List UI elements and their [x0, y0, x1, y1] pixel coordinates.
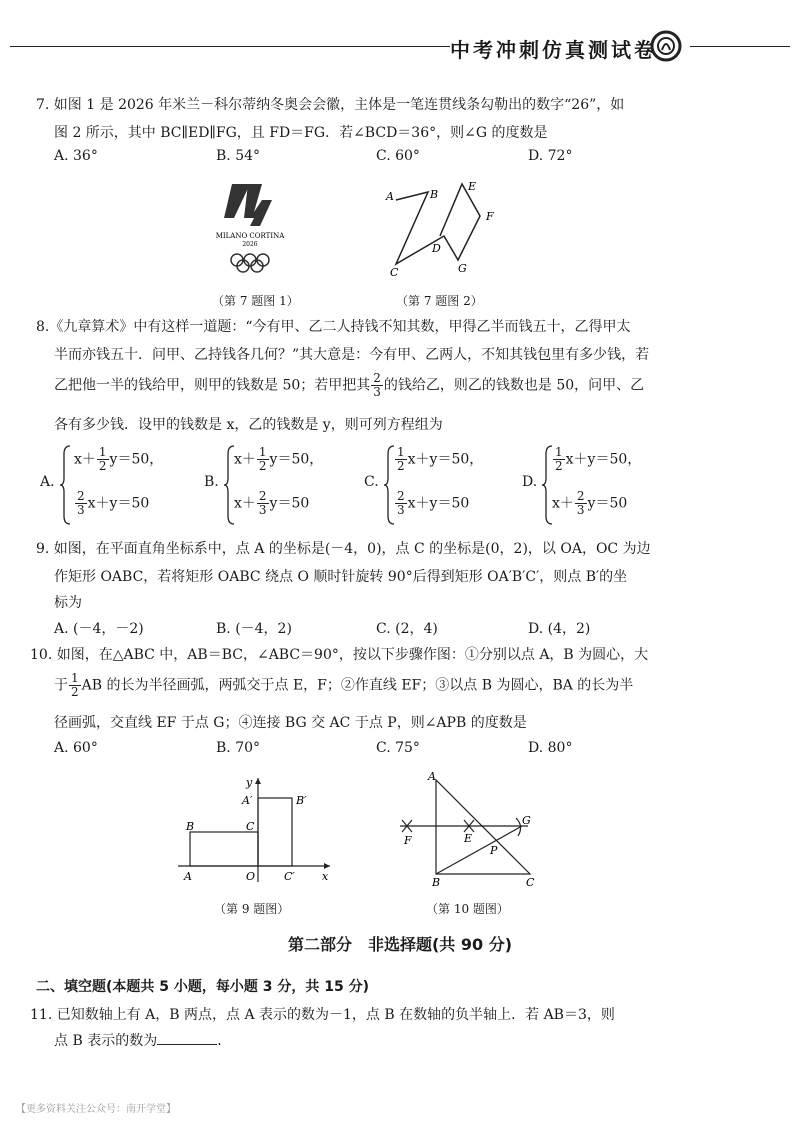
q7-fig2-label-c: C — [390, 266, 399, 279]
q10-option-b: B. 70° — [216, 740, 261, 756]
section-title: 第二部分 非选择题(共 90 分) — [287, 935, 513, 954]
q8-option-d — [522, 444, 692, 526]
q10-label-f: F — [404, 834, 412, 847]
q8-c-r1-num: 1 — [397, 445, 405, 459]
q8-line3-part2: 的钱给乙，则乙的钱数也是 50，问甲、乙 — [383, 377, 645, 394]
header-rule-left — [10, 46, 450, 47]
q9-label-c-prime: C′ — [284, 870, 295, 883]
q11-stem-line2 — [54, 1030, 231, 1050]
q10-line2-part2: AB 的长为半径画弧，两弧交于点 E，F；②作直线 EF；③以点 B 为圆心，BA 的长为半 — [81, 677, 634, 694]
q9-option-b: B. (－4，2) — [216, 621, 292, 637]
q7-option-d: D. 72° — [528, 148, 573, 164]
q9-label-a-prime: A′ — [242, 794, 253, 807]
q10-stem-line1: 10. 如图，在△ABC 中，AB＝BC，∠ABC＝90°，按以下步骤作图：①分别以点 A，B 为圆心，大 — [30, 647, 649, 663]
q10-frac-den: 2 — [71, 685, 79, 699]
q8-c-r2-num: 2 — [397, 489, 405, 503]
q7-fig2-label-f: F — [486, 210, 494, 223]
q9-stem-line1: 9. 如图，在平面直角坐标系中，点 A 的坐标是(－4，0)，点 C 的坐标是(0，2)，以 OA，OC 为边 — [36, 541, 651, 557]
q8-d-r1-den: 2 — [555, 459, 563, 473]
q8-b-r2-num: 2 — [258, 489, 267, 503]
q10-label-g: G — [522, 814, 531, 827]
q8-d-r2-den: 3 — [576, 503, 585, 517]
q10-label-b: B — [432, 876, 441, 889]
q8-a-r2-post: x＋y＝50 — [87, 495, 150, 512]
q10-stem-line2 — [54, 672, 633, 699]
q10-fig-caption: （第 10 题图） — [426, 902, 509, 916]
q10-label-a: A — [428, 770, 436, 783]
q8-stem-line4: 各有多少钱．设甲的钱数是 x，乙的钱数是 y，则可列方程组为 — [54, 417, 443, 433]
q8-c-r1-post: x＋y＝50， — [407, 451, 484, 468]
q10-label-e: E — [464, 832, 473, 845]
q8-option-b-label: B. — [204, 474, 219, 490]
q10-option-c: C. 75° — [376, 740, 420, 756]
q8-stem-line3 — [54, 372, 644, 399]
q8-b-r1-post: y＝50， — [269, 451, 324, 468]
q11-line2-part1: 点 B 表示的数为 — [54, 1033, 158, 1049]
q8-option-d-label: D. — [522, 474, 538, 490]
q9-label-y: y — [246, 776, 253, 789]
q8-option-a — [40, 444, 210, 526]
q9-option-d: D. (4，2) — [528, 621, 591, 637]
q8-c-r2-den: 3 — [397, 503, 405, 517]
q9-option-c: C. (2，4) — [376, 621, 438, 637]
header-rule-right — [690, 46, 790, 47]
q9-label-b-prime: B′ — [296, 794, 307, 807]
q8-line3-part1: 乙把他一半的钱给甲，则甲的钱数是 50；若甲把其 — [54, 377, 371, 394]
q8-a-r2-num: 2 — [77, 489, 85, 503]
q7-fig2-label-g: G — [458, 262, 467, 275]
q8-d-r2-post: y＝50 — [587, 495, 628, 512]
q9-figure — [170, 770, 340, 890]
q7-option-b: B. 54° — [216, 148, 261, 164]
q10-line2-part1: 于 — [54, 677, 68, 694]
q7-fig2-label-a: A — [386, 190, 394, 203]
q8-b-r2-pre: x＋ — [234, 495, 256, 512]
q8-a-r1-post: y＝50， — [109, 451, 164, 468]
q9-stem-line2: 作矩形 OABC，若将矩形 OABC 绕点 O 顺时针旋转 90°后得到矩形 OA′B′C′，则点 B′的坐 — [54, 569, 628, 585]
q9-label-a: A — [184, 870, 192, 883]
q10-figure — [392, 770, 542, 890]
q8-a-r1-den: 2 — [98, 459, 107, 473]
q8-option-a-label: A. — [40, 474, 55, 490]
q8-b-r1-pre: x＋ — [234, 451, 256, 468]
q7-option-a: A. 36° — [54, 148, 98, 164]
q8-frac-num: 2 — [373, 371, 381, 385]
q8-option-c-label: C. — [364, 474, 379, 490]
brace-icon — [60, 444, 72, 526]
q8-b-r2-post: y＝50 — [269, 495, 310, 512]
q7-option-c: C. 60° — [376, 148, 420, 164]
q8-frac-den: 3 — [373, 385, 381, 399]
q10-fraction — [69, 672, 81, 699]
footer-note: 【更多资料关注公众号：南开学堂】 — [16, 1104, 176, 1115]
q8-d-r2-pre: x＋ — [552, 495, 574, 512]
q8-fraction — [371, 372, 383, 399]
q8-d-r2-num: 2 — [576, 489, 585, 503]
q7-stem-line1: 7. 如图 1 是 2026 年米兰－科尔蒂纳冬奥会会徽，主体是一笔连贯线条勾勒出的数字“26”，如 — [36, 97, 625, 113]
header-emblem-icon — [650, 30, 682, 62]
q8-stem-line2: 半而亦钱五十．问甲、乙持钱各几何？”其大意是：今有甲、乙两人，不知其钱包里有多少钱，若 — [54, 347, 650, 363]
q9-label-b: B — [186, 820, 195, 833]
q9-stem-line3: 标为 — [54, 595, 82, 611]
q7-logo-text-1: MILANO CORTINA — [215, 232, 285, 240]
header-title: 中考冲刺仿真测试卷 — [450, 38, 657, 62]
q7-fig1-emblem — [210, 178, 290, 278]
q7-logo-text-2: 2026 — [242, 241, 258, 248]
q11-stem-line1: 11. 已知数轴上有 A，B 两点，点 A 表示的数为－1，点 B 在数轴的负半轴上．若 AB＝3，则 — [30, 1007, 615, 1023]
q7-fig2-label-b: B — [430, 188, 439, 201]
q8-d-r1-num: 1 — [555, 445, 563, 459]
q8-option-c — [364, 444, 534, 526]
q7-fig2-label-e: E — [468, 180, 477, 193]
q7-stem-line2: 图 2 所示，其中 BC∥ED∥FG，且 FD＝FG．若∠BCD＝36°，则∠G 的度数是 — [54, 125, 548, 141]
q8-option-b — [204, 444, 374, 526]
q7-fig2-label-d: D — [432, 242, 441, 255]
q8-a-r2-den: 3 — [77, 503, 85, 517]
q10-label-p: P — [490, 844, 498, 857]
q11-line2-part2: ． — [217, 1033, 232, 1049]
q8-stem-line1: 8.《九章算术》中有这样一道题：“今有甲、乙二人持钱不知其数，甲得乙半而钱五十，乙得甲太 — [36, 319, 631, 335]
olympic-rings-icon — [231, 254, 269, 272]
q9-label-o: O — [246, 870, 256, 883]
q7-fig2-caption: （第 7 题图 2） — [396, 294, 483, 308]
q9-label-x: x — [322, 870, 329, 883]
q9-option-a: A. (－4，－2) — [54, 621, 144, 637]
q8-a-r1-pre: x＋ — [74, 451, 96, 468]
q7-fig1-caption: （第 7 题图 1） — [212, 294, 299, 308]
q8-d-r1-post: x＋y＝50， — [565, 451, 642, 468]
q11-answer-blank[interactable] — [157, 1030, 217, 1045]
q9-label-c: C — [246, 820, 255, 833]
q10-option-d: D. 80° — [528, 740, 573, 756]
q10-option-a: A. 60° — [54, 740, 98, 756]
q10-label-c: C — [526, 876, 535, 889]
q7-fig2-diagram — [382, 180, 502, 280]
q8-b-r1-den: 2 — [258, 459, 267, 473]
q8-b-r1-num: 1 — [258, 445, 267, 459]
q9-fig-caption: （第 9 题图） — [214, 902, 290, 916]
q8-c-r1-den: 2 — [397, 459, 405, 473]
part2-heading: 二、填空题(本题共 5 小题，每小题 3 分，共 15 分) — [36, 979, 370, 995]
q10-stem-line3: 径画弧，交直线 EF 于点 G；④连接 BG 交 AC 于点 P，则∠APB 的度数是 — [54, 715, 527, 731]
q8-c-r2-post: x＋y＝50 — [407, 495, 470, 512]
q8-b-r2-den: 3 — [258, 503, 267, 517]
q8-a-r1-num: 1 — [98, 445, 107, 459]
q10-frac-num: 1 — [71, 671, 79, 685]
